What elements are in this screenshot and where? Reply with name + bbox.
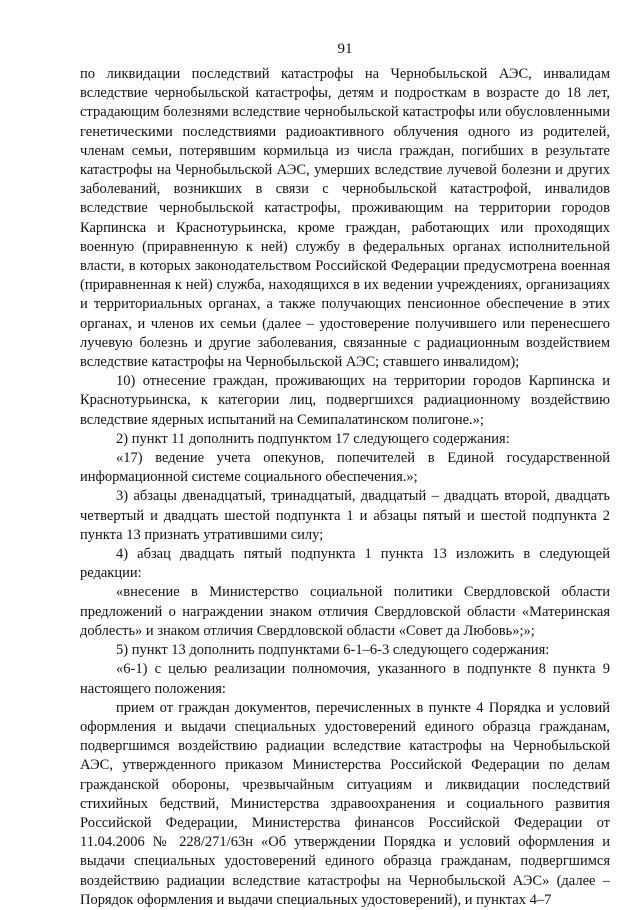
paragraph-item-3: 3) абзацы двенадцатый, тринадцатый, двадцатый – двадцать второй, двадцать четвертый и двадцать шестой подпункта 1 и абзацы пятый и шестой подпункта 2 пункта 13 признать утратившими силу; <box>80 488 610 543</box>
paragraph-continuation: по ликвидации последствий катастрофы на Чернобыльской АЭС, инвалидам вследствие чернобыльской катастрофы, детям и подросткам в возрасте до 18 лет, страдающим болезнями вследствие чернобыльской катастрофы или обусловленными генетическими последствиями радиоактивного облучения одного из родителей, членам семьи, потерявшим кормильца из числа граждан, погибших в результате катастрофы на Чернобыльской АЭС, умерших вследствие лучевой болезни и других заболеваний, возникших в связи с чернобыльской катастрофой, инвалидов вследствие чернобыльской катастрофы, проживающим на территории городов Карпинска и Краснотурьинска, кроме граждан, работающих или проходящих военную (приравненную к ней) службу в федеральных органах исполнительной власти, в которых законодательством Российской Федерации предусмотрена военная (приравненная к ней) служба, находящихся в их ведении учреждениях, организациях и территориальных органах, а также получающих пенсионное обеспечение в этих органах, и членов их семьи (далее – удостоверение получившего или перенесшего лучевую болезнь и другие заболевания, связанные с радиационным воздействием вследствие катастрофы на Чернобыльской АЭС; ставшего инвалидом); <box>80 66 610 371</box>
paragraph-item-10: 10) отнесение граждан, проживающих на территории городов Карпинска и Краснотурьинска, к категории лиц, подвергшихся радиационному воздействию вследствие ядерных испытаний на Семипалатинском полигоне.»; <box>80 373 610 428</box>
page-number: 91 <box>337 41 353 57</box>
document-page <box>80 40 610 910</box>
paragraph-item-2: 2) пункт 11 дополнить подпунктом 17 следующего содержания: <box>116 430 510 447</box>
paragraph-item-5: 5) пункт 13 дополнить подпунктами 6-1–6-3 следующего содержания: <box>116 642 550 659</box>
paragraph-document-reception: прием от граждан документов, перечисленных в пункте 4 Порядка и условий оформления и выдачи специальных удостоверений единого образца гражданам, подвергшимся воздействию радиации вследствие катастрофы на Чернобыльской АЭС, утвержденного приказом Министерства Российской Федерации по делам гражданской обороны, чрезвычайным ситуациям и ликвидации последствий стихийных бедствий, Министерства здравоохранения и социального развития Российской Федерации, Министерства финансов Российской Федерации от 11.04.2006 № 228/271/63н «Об утверждении Порядка и условий оформления и выдачи специальных удостоверений единого образца гражданам, подвергшимся воздействию радиации вследствие катастрофы на Чернобыльской АЭС» (далее – Порядок оформления и выдачи специальных удостоверений), и пунктах 4–7 <box>80 699 610 908</box>
paragraph-item-4: 4) абзац двадцать пятый подпункта 1 пункта 13 изложить в следующей редакции: <box>80 546 610 582</box>
paragraph-quote-award: «внесение в Министерство социальной политики Свердловской области предложений о награждении знаком отличия Свердловской области «Материнская доблесть» и знаком отличия Свердловской области «Совет да Любовь»;»; <box>80 584 610 639</box>
paragraph-subitem-6-1: «6-1) с целью реализации полномочия, указанного в подпункте 8 пункта 9 настоящего положения: <box>80 661 610 697</box>
paragraph-subitem-17: «17) ведение учета опекунов, попечителей в Единой государственной информационной системе социального обеспечения.»; <box>80 450 610 486</box>
